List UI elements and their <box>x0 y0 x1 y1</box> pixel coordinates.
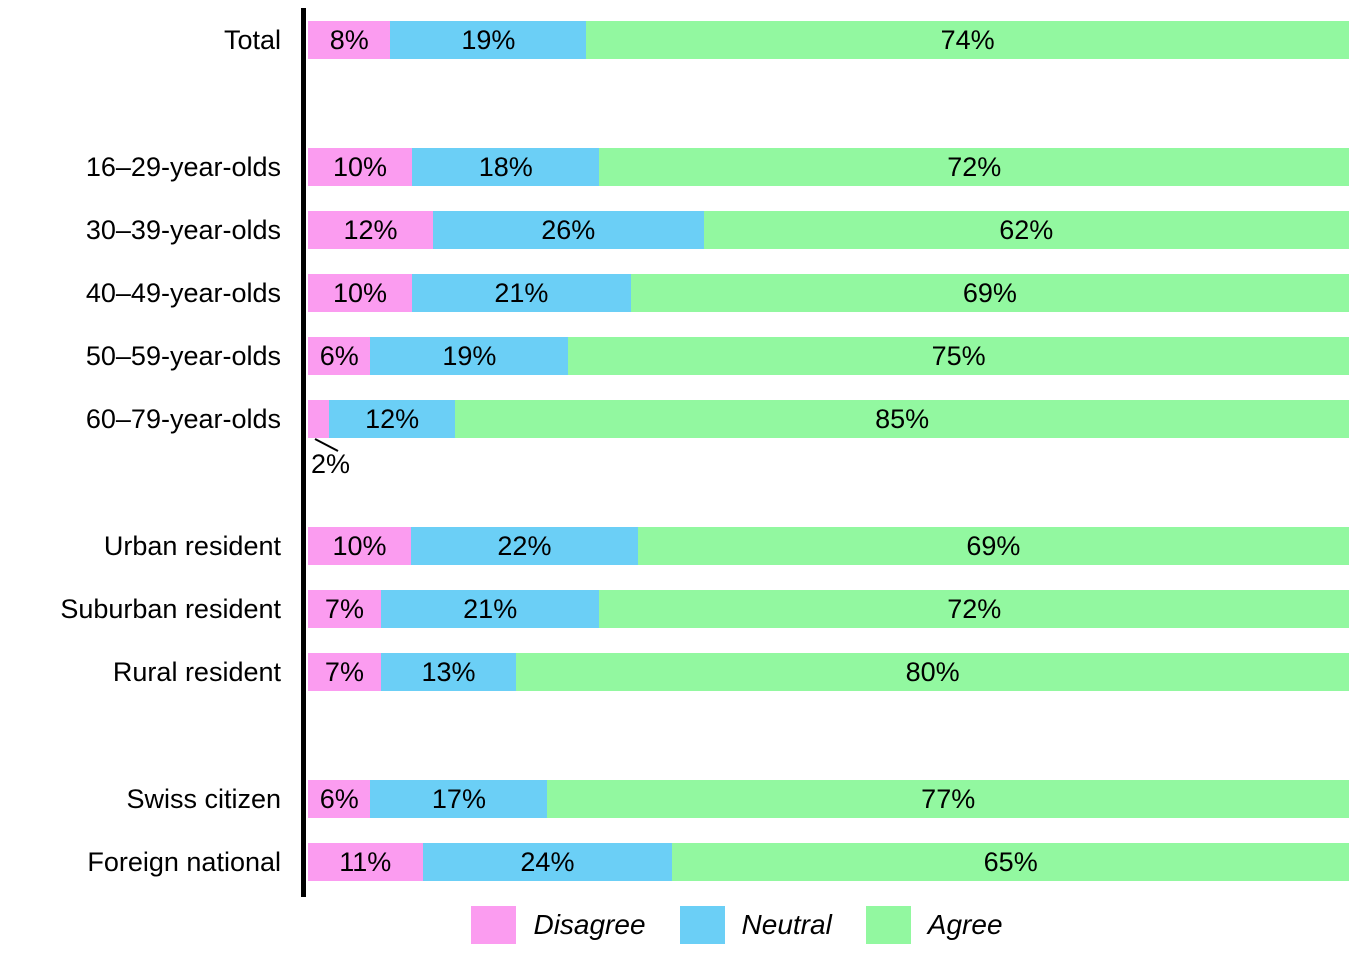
category-label: Swiss citizen <box>126 784 281 814</box>
bar-segment-neutral <box>423 843 673 881</box>
bar-segment-disagree <box>308 527 411 565</box>
category-label: 16–29-year-olds <box>85 152 281 182</box>
group-spacer <box>0 84 1364 148</box>
category-label: 30–39-year-olds <box>85 215 281 245</box>
segment-value-label: 11% <box>339 846 392 877</box>
legend-item-disagree <box>471 906 645 944</box>
bar-segment-neutral <box>329 400 455 438</box>
bar-segment-agree <box>516 653 1349 691</box>
bar-row <box>0 337 1364 375</box>
stacked-bar <box>308 653 1349 691</box>
segment-value-label: 6% <box>319 783 359 814</box>
stacked-bar <box>308 211 1349 249</box>
segment-value-label: 17% <box>431 783 486 814</box>
segment-value-label: 69% <box>962 277 1017 308</box>
bar-segment-neutral <box>390 21 586 59</box>
bar-segment-disagree <box>308 337 370 375</box>
bar-segment-disagree <box>308 843 423 881</box>
bar-segment-disagree <box>308 148 412 186</box>
bar-segment-disagree <box>308 653 381 691</box>
bar-segment-agree <box>455 400 1349 438</box>
segment-value-label: 65% <box>983 846 1038 877</box>
segment-value-label: 72% <box>947 593 1002 624</box>
stacked-bar <box>308 400 1349 479</box>
bar-segment-agree <box>568 337 1349 375</box>
segment-value-label: 7% <box>324 656 364 687</box>
segment-value-label: 12% <box>343 214 398 245</box>
chart-legend <box>0 906 1364 944</box>
segment-value-label: 77% <box>921 783 976 814</box>
segment-value-label: 7% <box>324 593 364 624</box>
category-label: 50–59-year-olds <box>85 341 281 371</box>
stacked-bar <box>308 274 1349 312</box>
bar-segment-neutral <box>412 274 631 312</box>
bar-segment-agree <box>631 274 1349 312</box>
group-spacer <box>0 716 1364 780</box>
segment-value-label: 10% <box>333 277 388 308</box>
bar-segment-disagree <box>308 780 370 818</box>
bar-segment-agree <box>704 211 1349 249</box>
category-label: 40–49-year-olds <box>85 278 281 308</box>
legend-label: Disagree <box>533 909 646 940</box>
bar-segment-disagree <box>308 21 390 59</box>
bar-row <box>0 400 1364 479</box>
segment-value-label: 10% <box>333 151 388 182</box>
bar-segment-disagree <box>308 400 329 438</box>
callout-value-label: 2% <box>311 449 351 479</box>
bar-segment-neutral <box>381 590 600 628</box>
segment-value-label: 19% <box>461 24 516 55</box>
legend-label: Neutral <box>741 909 832 940</box>
segment-value-label: 22% <box>497 530 552 561</box>
bar-segment-agree <box>638 527 1349 565</box>
y-axis-line <box>301 8 306 897</box>
stacked-bar <box>308 148 1349 186</box>
stacked-bar <box>308 527 1349 565</box>
stacked-bar <box>308 590 1349 628</box>
segment-value-label: 72% <box>947 151 1002 182</box>
bar-row <box>0 148 1364 186</box>
bar-segment-disagree <box>308 274 412 312</box>
bar-row <box>0 274 1364 312</box>
bar-segment-agree <box>672 843 1349 881</box>
segment-value-label: 80% <box>905 656 960 687</box>
segment-value-label: 62% <box>999 214 1054 245</box>
group-spacer <box>0 463 1364 527</box>
segment-value-label: 6% <box>319 340 359 371</box>
bar-segment-agree <box>547 780 1349 818</box>
segment-value-label: 26% <box>541 214 596 245</box>
bar-segment-agree <box>586 21 1349 59</box>
bar-row <box>0 527 1364 565</box>
segment-value-label: 21% <box>463 593 518 624</box>
bar-segment-agree <box>599 590 1349 628</box>
bar-segment-neutral <box>412 148 599 186</box>
segment-value-label: 12% <box>365 403 420 434</box>
bar-row <box>0 211 1364 249</box>
segment-value-label: 75% <box>931 340 986 371</box>
stacked-bar <box>308 780 1349 818</box>
bar-segment-neutral <box>370 780 547 818</box>
segment-value-label: 74% <box>940 24 995 55</box>
segment-value-label: 8% <box>329 24 369 55</box>
bar-segment-neutral <box>411 527 638 565</box>
bar-row <box>0 21 1364 59</box>
bar-segment-neutral <box>433 211 704 249</box>
segment-value-label: 85% <box>875 403 930 434</box>
segment-value-label: 13% <box>421 656 476 687</box>
bar-segment-disagree <box>308 590 381 628</box>
stacked-bar <box>308 337 1349 375</box>
category-label: Total <box>223 25 281 55</box>
legend-item-agree <box>866 906 1003 944</box>
legend-swatch-disagree <box>471 906 516 944</box>
legend-swatch-neutral <box>680 906 725 944</box>
category-label: Rural resident <box>112 657 281 687</box>
stacked-bar <box>308 843 1349 881</box>
category-label: Foreign national <box>87 847 281 877</box>
stacked-bar <box>308 21 1349 59</box>
bar-row <box>0 653 1364 691</box>
bar-row <box>0 590 1364 628</box>
category-label: Urban resident <box>103 531 281 561</box>
segment-value-label: 18% <box>478 151 533 182</box>
legend-item-neutral <box>680 906 832 944</box>
legend-label: Agree <box>927 909 1003 940</box>
category-label: 60–79-year-olds <box>85 404 281 434</box>
segment-value-label: 24% <box>520 846 575 877</box>
bar-row <box>0 780 1364 818</box>
segment-value-label: 21% <box>494 277 549 308</box>
segment-value-label: 69% <box>966 530 1021 561</box>
category-label: Suburban resident <box>60 594 281 624</box>
bar-segment-disagree <box>308 211 433 249</box>
segment-value-label: 19% <box>442 340 497 371</box>
legend-swatch-agree <box>866 906 911 944</box>
bar-row <box>0 843 1364 881</box>
bar-segment-neutral <box>370 337 568 375</box>
bar-segment-agree <box>599 148 1349 186</box>
bar-segment-neutral <box>381 653 516 691</box>
segment-value-label: 10% <box>332 530 387 561</box>
